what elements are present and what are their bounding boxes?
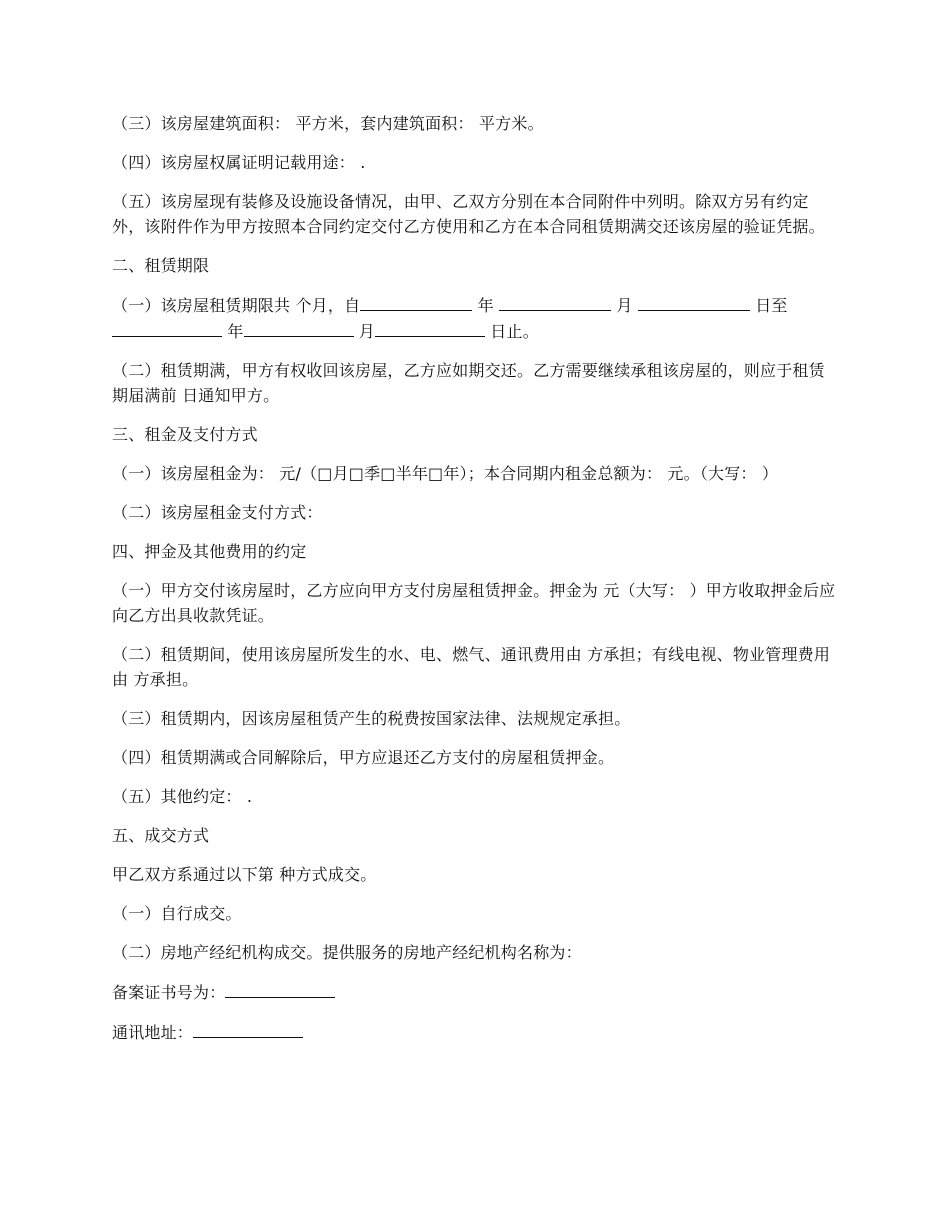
address-blank[interactable] xyxy=(193,1019,303,1038)
clause-1-5-decoration-facilities: （五）该房屋现有装修及设施设备情况，由甲、乙双方分别在本合同附件中列明。除双方另有约定外，该附件作为甲方按照本合同约定交付乙方使用和乙方在本合同租赁期满交还该房屋的验证凭据。 xyxy=(112,192,825,236)
start-day-label: 日至 xyxy=(755,296,788,315)
start-month-blank[interactable] xyxy=(499,292,611,311)
clause-4-2-utility-fees: （二）租赁期间，使用该房屋所发生的水、电、燃气、通讯费用由 方承担；有线电视、物业管理费用由 方承担。 xyxy=(112,645,831,689)
start-year-label: 年 xyxy=(477,296,494,315)
section-4-heading: 四、押金及其他费用的约定 xyxy=(112,542,307,561)
address-line xyxy=(112,1019,840,1045)
clause-4-4-deposit-refund: （四）租赁期满或合同解除后，甲方应退还乙方支付的房屋租赁押金。 xyxy=(112,748,615,767)
address-label: 通讯地址： xyxy=(112,1023,194,1042)
cert-number-line xyxy=(112,979,840,1005)
cert-number-blank[interactable] xyxy=(225,979,335,998)
clause-4-1-deposit: （一）甲方交付该房屋时，乙方应向甲方支付房屋租赁押金。押金为 元（大写： ）甲方收取押金后应向乙方出具收款凭证。 xyxy=(112,581,836,625)
lease-term-prefix: （一）该房屋租赁期限共 个月，自 xyxy=(112,296,361,315)
end-year-label: 年 xyxy=(227,322,244,341)
clause-3-2-payment-method: （二）该房屋租金支付方式： xyxy=(112,503,323,522)
end-day-blank[interactable] xyxy=(375,318,485,337)
contract-page xyxy=(112,111,840,1059)
section-5-heading: 五、成交方式 xyxy=(112,826,210,845)
clause-5-2-agency-deal: （二）房地产经纪机构成交。提供服务的房地产经纪机构名称为： xyxy=(112,943,582,962)
clause-1-4-ownership-usage: （四）该房屋权属证明记载用途： . xyxy=(112,153,366,172)
clause-4-3-taxes: （三）租赁期内，因该房屋租赁产生的税费按国家法律、法规规定承担。 xyxy=(112,709,631,728)
start-month-label: 月 xyxy=(616,296,633,315)
clause-2-2-lease-expiry: （二）租赁期满，甲方有权收回该房屋，乙方应如期交还。乙方需要继续承租该房屋的，则应于租赁期届满前 日通知甲方。 xyxy=(112,361,825,405)
end-day-label: 日止。 xyxy=(490,322,539,341)
start-year-blank[interactable] xyxy=(360,292,472,311)
start-day-blank[interactable] xyxy=(638,292,750,311)
clause-1-3-building-area: （三）该房屋建筑面积： 平方米，套内建筑面积： 平方米。 xyxy=(112,114,544,133)
clause-3-1-rent-amount: （一）该房屋租金为： 元/（□月□季□半年□年）；本合同期内租金总额为： 元。（大写： ） xyxy=(112,464,779,483)
clause-5-intro: 甲乙双方系通过以下第 种方式成交。 xyxy=(112,865,377,884)
clause-4-5-other-agreements: （五）其他约定： . xyxy=(112,787,253,806)
section-2-heading: 二、租赁期限 xyxy=(112,256,210,275)
section-3-heading: 三、租金及支付方式 xyxy=(112,425,258,444)
end-month-blank[interactable] xyxy=(244,318,354,337)
cert-number-label: 备案证书号为： xyxy=(112,983,226,1002)
clause-2-1-lease-term xyxy=(112,292,840,344)
clause-5-1-self-deal: （一）自行成交。 xyxy=(112,904,242,923)
end-month-label: 月 xyxy=(358,322,375,341)
end-year-blank[interactable] xyxy=(112,318,222,337)
